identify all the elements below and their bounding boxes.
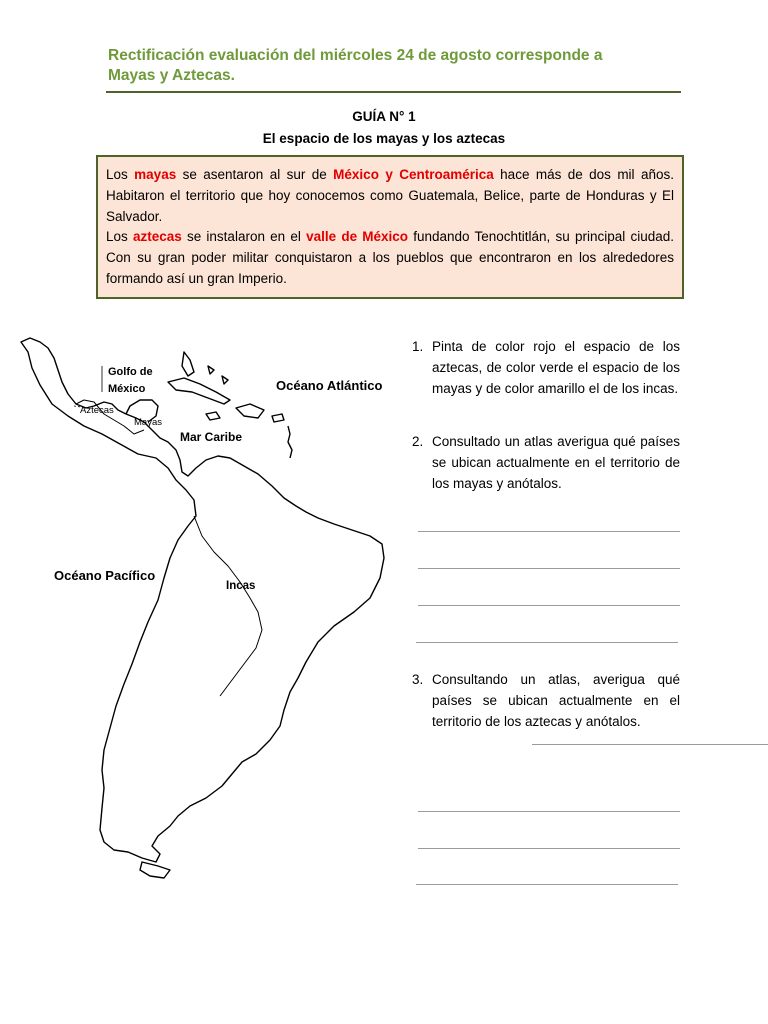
label-mar-caribe: Mar Caribe — [180, 430, 243, 444]
answer-line[interactable] — [418, 811, 680, 812]
label-oceano-atlantico: Océano Atlántico — [276, 378, 383, 393]
inca-region-border — [194, 516, 262, 696]
text: fundando Tenochtitlán, su principal ciudad. Con su gran poder militar conquistaron a los pueblos que encontraron en los alrededores formando así un gran Imperio. — [106, 229, 674, 286]
label-line: Golfo de — [108, 366, 153, 378]
header-line-2: Mayas y Aztecas. — [108, 67, 235, 84]
answer-line[interactable] — [418, 848, 680, 849]
answer-line[interactable] — [418, 531, 680, 532]
label-oceano-pacifico: Océano Pacífico — [54, 568, 156, 583]
question-1 — [412, 336, 680, 399]
intro-paragraph-aztecas — [106, 227, 674, 289]
label-golfo-mexico — [108, 364, 153, 398]
highlight-valle: valle de México — [306, 229, 409, 245]
answer-line[interactable] — [416, 884, 678, 885]
question-number: 1. — [412, 339, 424, 354]
text: se asentaron al sur de — [176, 167, 334, 182]
answer-line[interactable] — [418, 568, 680, 569]
highlight-aztecas: aztecas — [132, 229, 182, 245]
map-svg — [18, 330, 398, 890]
label-line: México — [108, 383, 146, 395]
guide-number: GUÍA N° 1 — [352, 109, 416, 124]
answer-line[interactable] — [416, 642, 678, 643]
question-number: 2. — [412, 434, 424, 449]
intro-paragraph-mayas — [106, 165, 674, 227]
tierra-del-fuego-outline — [140, 862, 170, 878]
answer-line[interactable] — [532, 744, 768, 745]
highlight-region: México y Centroamérica — [333, 167, 494, 182]
bahamas-outline — [208, 366, 228, 384]
document-header — [108, 46, 688, 86]
lesser-antilles-outline — [288, 426, 292, 458]
question-3 — [412, 669, 680, 732]
florida-outline — [182, 352, 194, 376]
question-number: 3. — [412, 672, 424, 687]
answer-line[interactable] — [418, 605, 680, 606]
intro-text-box — [96, 155, 684, 299]
hispaniola-outline — [236, 404, 264, 418]
mainland-outline — [21, 338, 384, 862]
puerto-rico-outline — [272, 414, 284, 422]
header-divider — [106, 91, 681, 93]
label-aztecas: Aztecas — [80, 405, 114, 416]
question-2 — [412, 431, 680, 494]
guide-subtitle: El espacio de los mayas y los aztecas — [262, 131, 506, 146]
americas-outline-map — [18, 330, 398, 890]
question-text: Consultando un atlas, averigua qué países se ubican actualmente en el territorio de los aztecas y anótalos. — [432, 672, 680, 729]
text: Los — [106, 167, 135, 182]
cuba-outline — [168, 378, 230, 404]
question-text: Consultado un atlas averigua qué países se ubican actualmente en el territorio de los mayas y anótalos. — [432, 434, 680, 491]
text: Los — [106, 229, 133, 245]
text: hace más de dos mil años. Habitaron el territorio que hoy conocemos como Guatemala, Belice, parte de Honduras y El Salvador. — [106, 167, 674, 224]
jamaica-outline — [206, 412, 220, 420]
label-incas: Incas — [226, 580, 256, 592]
text: se instalaron en el — [181, 229, 307, 245]
label-mayas: Mayas — [134, 417, 162, 428]
question-text: Pinta de color rojo el espacio de los aztecas, de color verde el espacio de los mayas y de color amarillo el de los incas. — [432, 339, 680, 396]
header-line-1: Rectificación evaluación del miércoles 24 de agosto corresponde a — [108, 47, 603, 64]
highlight-mayas: mayas — [134, 167, 177, 182]
